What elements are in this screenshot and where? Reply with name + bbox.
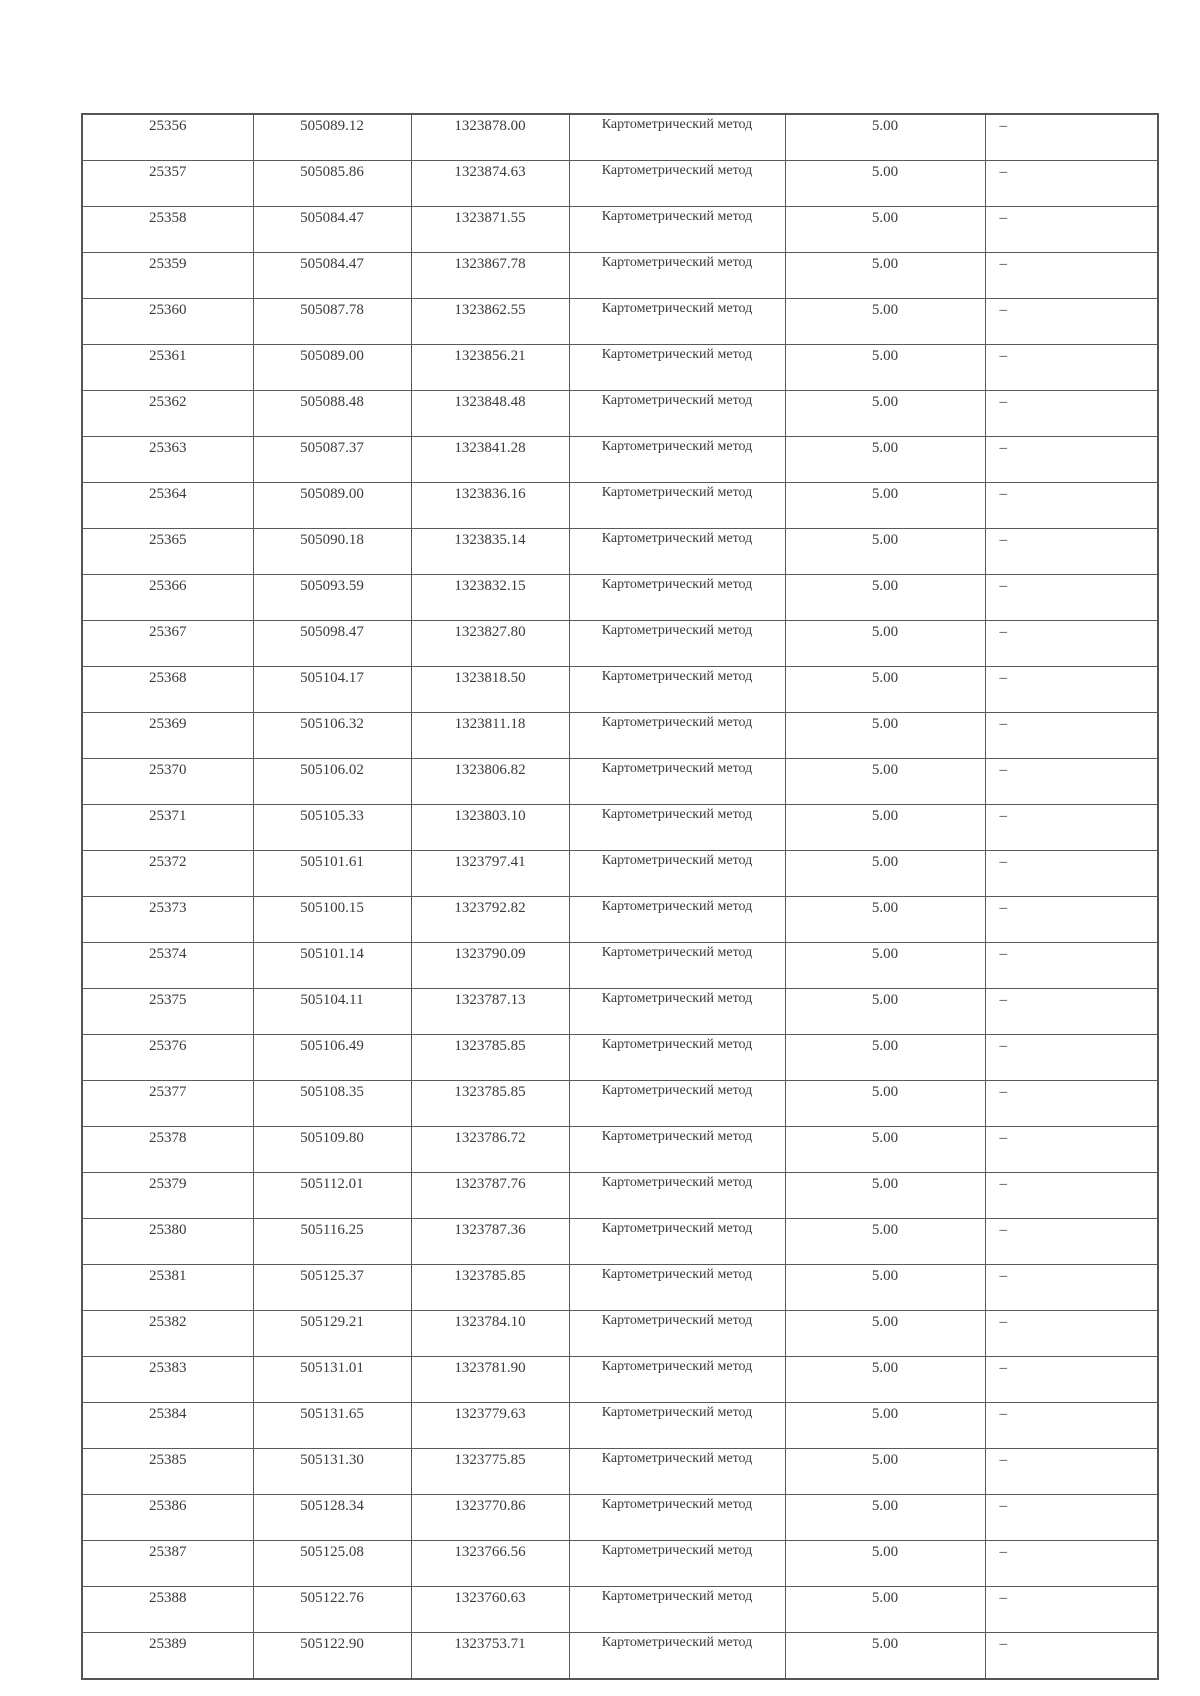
method-cell: Картометрический метод bbox=[569, 1265, 785, 1311]
method-cell: Картометрический метод bbox=[569, 575, 785, 621]
table-row bbox=[82, 1495, 1158, 1541]
table-row bbox=[82, 1449, 1158, 1495]
y-coordinate-cell: 1323785.85 bbox=[411, 1081, 569, 1127]
x-coordinate-cell: 505128.34 bbox=[253, 1495, 411, 1541]
table-row bbox=[82, 1587, 1158, 1633]
method-cell: Картометрический метод bbox=[569, 1587, 785, 1633]
point-number-cell: 25377 bbox=[82, 1081, 253, 1127]
y-coordinate-cell: 1323792.82 bbox=[411, 897, 569, 943]
x-coordinate-cell: 505104.11 bbox=[253, 989, 411, 1035]
table-row bbox=[82, 1127, 1158, 1173]
method-cell: Картометрический метод bbox=[569, 1173, 785, 1219]
method-cell: Картометрический метод bbox=[569, 253, 785, 299]
table-row bbox=[82, 713, 1158, 759]
point-number-cell: 25360 bbox=[82, 299, 253, 345]
x-coordinate-cell: 505101.61 bbox=[253, 851, 411, 897]
point-number-cell: 25365 bbox=[82, 529, 253, 575]
point-number-cell: 25367 bbox=[82, 621, 253, 667]
table-row bbox=[82, 1265, 1158, 1311]
x-coordinate-cell: 505125.08 bbox=[253, 1541, 411, 1587]
x-coordinate-cell: 505106.02 bbox=[253, 759, 411, 805]
table-row bbox=[82, 667, 1158, 713]
note-cell: – bbox=[985, 1633, 1158, 1680]
note-cell: – bbox=[985, 1311, 1158, 1357]
table-row bbox=[82, 483, 1158, 529]
accuracy-cell: 5.00 bbox=[785, 161, 985, 207]
x-coordinate-cell: 505112.01 bbox=[253, 1173, 411, 1219]
point-number-cell: 25366 bbox=[82, 575, 253, 621]
x-coordinate-cell: 505098.47 bbox=[253, 621, 411, 667]
accuracy-cell: 5.00 bbox=[785, 805, 985, 851]
note-cell: – bbox=[985, 713, 1158, 759]
note-cell: – bbox=[985, 621, 1158, 667]
table-row bbox=[82, 759, 1158, 805]
x-coordinate-cell: 505089.00 bbox=[253, 345, 411, 391]
coordinates-table bbox=[81, 113, 1159, 1680]
y-coordinate-cell: 1323878.00 bbox=[411, 114, 569, 161]
y-coordinate-cell: 1323785.85 bbox=[411, 1265, 569, 1311]
table-row bbox=[82, 161, 1158, 207]
x-coordinate-cell: 505088.48 bbox=[253, 391, 411, 437]
x-coordinate-cell: 505122.76 bbox=[253, 1587, 411, 1633]
y-coordinate-cell: 1323790.09 bbox=[411, 943, 569, 989]
method-cell: Картометрический метод bbox=[569, 1541, 785, 1587]
accuracy-cell: 5.00 bbox=[785, 253, 985, 299]
note-cell: – bbox=[985, 1219, 1158, 1265]
method-cell: Картометрический метод bbox=[569, 1403, 785, 1449]
point-number-cell: 25374 bbox=[82, 943, 253, 989]
note-cell: – bbox=[985, 1449, 1158, 1495]
method-cell: Картометрический метод bbox=[569, 207, 785, 253]
method-cell: Картометрический метод bbox=[569, 529, 785, 575]
table-row bbox=[82, 943, 1158, 989]
y-coordinate-cell: 1323818.50 bbox=[411, 667, 569, 713]
method-cell: Картометрический метод bbox=[569, 1449, 785, 1495]
table-row bbox=[82, 207, 1158, 253]
accuracy-cell: 5.00 bbox=[785, 1541, 985, 1587]
point-number-cell: 25382 bbox=[82, 1311, 253, 1357]
method-cell: Картометрический метод bbox=[569, 1035, 785, 1081]
point-number-cell: 25384 bbox=[82, 1403, 253, 1449]
x-coordinate-cell: 505090.18 bbox=[253, 529, 411, 575]
x-coordinate-cell: 505108.35 bbox=[253, 1081, 411, 1127]
point-number-cell: 25358 bbox=[82, 207, 253, 253]
accuracy-cell: 5.00 bbox=[785, 1127, 985, 1173]
y-coordinate-cell: 1323874.63 bbox=[411, 161, 569, 207]
y-coordinate-cell: 1323781.90 bbox=[411, 1357, 569, 1403]
point-number-cell: 25375 bbox=[82, 989, 253, 1035]
note-cell: – bbox=[985, 759, 1158, 805]
y-coordinate-cell: 1323787.36 bbox=[411, 1219, 569, 1265]
note-cell: – bbox=[985, 391, 1158, 437]
accuracy-cell: 5.00 bbox=[785, 575, 985, 621]
method-cell: Картометрический метод bbox=[569, 943, 785, 989]
note-cell: – bbox=[985, 989, 1158, 1035]
method-cell: Картометрический метод bbox=[569, 621, 785, 667]
y-coordinate-cell: 1323871.55 bbox=[411, 207, 569, 253]
method-cell: Картометрический метод bbox=[569, 345, 785, 391]
x-coordinate-cell: 505116.25 bbox=[253, 1219, 411, 1265]
method-cell: Картометрический метод bbox=[569, 1357, 785, 1403]
point-number-cell: 25376 bbox=[82, 1035, 253, 1081]
y-coordinate-cell: 1323770.86 bbox=[411, 1495, 569, 1541]
method-cell: Картометрический метод bbox=[569, 1081, 785, 1127]
point-number-cell: 25359 bbox=[82, 253, 253, 299]
point-number-cell: 25370 bbox=[82, 759, 253, 805]
x-coordinate-cell: 505105.33 bbox=[253, 805, 411, 851]
accuracy-cell: 5.00 bbox=[785, 621, 985, 667]
accuracy-cell: 5.00 bbox=[785, 529, 985, 575]
note-cell: – bbox=[985, 805, 1158, 851]
x-coordinate-cell: 505101.14 bbox=[253, 943, 411, 989]
x-coordinate-cell: 505131.01 bbox=[253, 1357, 411, 1403]
note-cell: – bbox=[985, 1035, 1158, 1081]
accuracy-cell: 5.00 bbox=[785, 759, 985, 805]
point-number-cell: 25372 bbox=[82, 851, 253, 897]
method-cell: Картометрический метод bbox=[569, 1311, 785, 1357]
note-cell: – bbox=[985, 483, 1158, 529]
y-coordinate-cell: 1323867.78 bbox=[411, 253, 569, 299]
table-row bbox=[82, 1173, 1158, 1219]
y-coordinate-cell: 1323760.63 bbox=[411, 1587, 569, 1633]
accuracy-cell: 5.00 bbox=[785, 1587, 985, 1633]
table-row bbox=[82, 851, 1158, 897]
accuracy-cell: 5.00 bbox=[785, 989, 985, 1035]
accuracy-cell: 5.00 bbox=[785, 1081, 985, 1127]
accuracy-cell: 5.00 bbox=[785, 1219, 985, 1265]
table-row bbox=[82, 1633, 1158, 1680]
point-number-cell: 25381 bbox=[82, 1265, 253, 1311]
note-cell: – bbox=[985, 1357, 1158, 1403]
method-cell: Картометрический метод bbox=[569, 437, 785, 483]
point-number-cell: 25371 bbox=[82, 805, 253, 851]
note-cell: – bbox=[985, 851, 1158, 897]
note-cell: – bbox=[985, 207, 1158, 253]
point-number-cell: 25379 bbox=[82, 1173, 253, 1219]
x-coordinate-cell: 505104.17 bbox=[253, 667, 411, 713]
y-coordinate-cell: 1323803.10 bbox=[411, 805, 569, 851]
y-coordinate-cell: 1323811.18 bbox=[411, 713, 569, 759]
method-cell: Картометрический метод bbox=[569, 391, 785, 437]
accuracy-cell: 5.00 bbox=[785, 851, 985, 897]
table-row bbox=[82, 621, 1158, 667]
table-row bbox=[82, 805, 1158, 851]
point-number-cell: 25364 bbox=[82, 483, 253, 529]
y-coordinate-cell: 1323841.28 bbox=[411, 437, 569, 483]
table-row bbox=[82, 1081, 1158, 1127]
x-coordinate-cell: 505100.15 bbox=[253, 897, 411, 943]
method-cell: Картометрический метод bbox=[569, 897, 785, 943]
point-number-cell: 25362 bbox=[82, 391, 253, 437]
accuracy-cell: 5.00 bbox=[785, 1173, 985, 1219]
method-cell: Картометрический метод bbox=[569, 299, 785, 345]
note-cell: – bbox=[985, 345, 1158, 391]
x-coordinate-cell: 505084.47 bbox=[253, 207, 411, 253]
x-coordinate-cell: 505109.80 bbox=[253, 1127, 411, 1173]
table-row bbox=[82, 114, 1158, 161]
accuracy-cell: 5.00 bbox=[785, 1311, 985, 1357]
point-number-cell: 25356 bbox=[82, 114, 253, 161]
accuracy-cell: 5.00 bbox=[785, 713, 985, 759]
note-cell: – bbox=[985, 1587, 1158, 1633]
point-number-cell: 25383 bbox=[82, 1357, 253, 1403]
y-coordinate-cell: 1323787.76 bbox=[411, 1173, 569, 1219]
y-coordinate-cell: 1323848.48 bbox=[411, 391, 569, 437]
accuracy-cell: 5.00 bbox=[785, 114, 985, 161]
y-coordinate-cell: 1323784.10 bbox=[411, 1311, 569, 1357]
note-cell: – bbox=[985, 1495, 1158, 1541]
accuracy-cell: 5.00 bbox=[785, 391, 985, 437]
x-coordinate-cell: 505106.32 bbox=[253, 713, 411, 759]
y-coordinate-cell: 1323836.16 bbox=[411, 483, 569, 529]
x-coordinate-cell: 505084.47 bbox=[253, 253, 411, 299]
accuracy-cell: 5.00 bbox=[785, 943, 985, 989]
x-coordinate-cell: 505087.37 bbox=[253, 437, 411, 483]
method-cell: Картометрический метод bbox=[569, 759, 785, 805]
table-row bbox=[82, 1035, 1158, 1081]
table-row bbox=[82, 897, 1158, 943]
method-cell: Картометрический метод bbox=[569, 483, 785, 529]
note-cell: – bbox=[985, 299, 1158, 345]
table-row bbox=[82, 1541, 1158, 1587]
y-coordinate-cell: 1323832.15 bbox=[411, 575, 569, 621]
point-number-cell: 25361 bbox=[82, 345, 253, 391]
note-cell: – bbox=[985, 1127, 1158, 1173]
method-cell: Картометрический метод bbox=[569, 1633, 785, 1680]
y-coordinate-cell: 1323779.63 bbox=[411, 1403, 569, 1449]
x-coordinate-cell: 505129.21 bbox=[253, 1311, 411, 1357]
x-coordinate-cell: 505131.65 bbox=[253, 1403, 411, 1449]
x-coordinate-cell: 505093.59 bbox=[253, 575, 411, 621]
note-cell: – bbox=[985, 1403, 1158, 1449]
table-row bbox=[82, 1403, 1158, 1449]
y-coordinate-cell: 1323785.85 bbox=[411, 1035, 569, 1081]
accuracy-cell: 5.00 bbox=[785, 437, 985, 483]
method-cell: Картометрический метод bbox=[569, 114, 785, 161]
x-coordinate-cell: 505131.30 bbox=[253, 1449, 411, 1495]
point-number-cell: 25389 bbox=[82, 1633, 253, 1680]
table-row bbox=[82, 1357, 1158, 1403]
point-number-cell: 25369 bbox=[82, 713, 253, 759]
note-cell: – bbox=[985, 575, 1158, 621]
table-row bbox=[82, 253, 1158, 299]
table-row bbox=[82, 1311, 1158, 1357]
point-number-cell: 25387 bbox=[82, 1541, 253, 1587]
point-number-cell: 25378 bbox=[82, 1127, 253, 1173]
point-number-cell: 25380 bbox=[82, 1219, 253, 1265]
table-row bbox=[82, 345, 1158, 391]
y-coordinate-cell: 1323766.56 bbox=[411, 1541, 569, 1587]
coordinates-table-body bbox=[82, 114, 1158, 1679]
table-row bbox=[82, 1219, 1158, 1265]
y-coordinate-cell: 1323797.41 bbox=[411, 851, 569, 897]
table-row bbox=[82, 437, 1158, 483]
x-coordinate-cell: 505087.78 bbox=[253, 299, 411, 345]
point-number-cell: 25368 bbox=[82, 667, 253, 713]
note-cell: – bbox=[985, 1265, 1158, 1311]
point-number-cell: 25385 bbox=[82, 1449, 253, 1495]
table-row bbox=[82, 299, 1158, 345]
table-row bbox=[82, 391, 1158, 437]
y-coordinate-cell: 1323775.85 bbox=[411, 1449, 569, 1495]
accuracy-cell: 5.00 bbox=[785, 1495, 985, 1541]
accuracy-cell: 5.00 bbox=[785, 1449, 985, 1495]
y-coordinate-cell: 1323827.80 bbox=[411, 621, 569, 667]
method-cell: Картометрический метод bbox=[569, 1127, 785, 1173]
accuracy-cell: 5.00 bbox=[785, 1035, 985, 1081]
accuracy-cell: 5.00 bbox=[785, 1633, 985, 1680]
method-cell: Картометрический метод bbox=[569, 851, 785, 897]
method-cell: Картометрический метод bbox=[569, 161, 785, 207]
y-coordinate-cell: 1323862.55 bbox=[411, 299, 569, 345]
x-coordinate-cell: 505106.49 bbox=[253, 1035, 411, 1081]
accuracy-cell: 5.00 bbox=[785, 1403, 985, 1449]
method-cell: Картометрический метод bbox=[569, 805, 785, 851]
point-number-cell: 25373 bbox=[82, 897, 253, 943]
note-cell: – bbox=[985, 114, 1158, 161]
note-cell: – bbox=[985, 897, 1158, 943]
method-cell: Картометрический метод bbox=[569, 1495, 785, 1541]
point-number-cell: 25357 bbox=[82, 161, 253, 207]
accuracy-cell: 5.00 bbox=[785, 1265, 985, 1311]
y-coordinate-cell: 1323787.13 bbox=[411, 989, 569, 1035]
point-number-cell: 25363 bbox=[82, 437, 253, 483]
table-row bbox=[82, 529, 1158, 575]
note-cell: – bbox=[985, 437, 1158, 483]
y-coordinate-cell: 1323856.21 bbox=[411, 345, 569, 391]
method-cell: Картометрический метод bbox=[569, 1219, 785, 1265]
method-cell: Картометрический метод bbox=[569, 667, 785, 713]
accuracy-cell: 5.00 bbox=[785, 1357, 985, 1403]
accuracy-cell: 5.00 bbox=[785, 207, 985, 253]
method-cell: Картометрический метод bbox=[569, 713, 785, 759]
note-cell: – bbox=[985, 667, 1158, 713]
x-coordinate-cell: 505122.90 bbox=[253, 1633, 411, 1680]
accuracy-cell: 5.00 bbox=[785, 667, 985, 713]
note-cell: – bbox=[985, 1081, 1158, 1127]
table-row bbox=[82, 989, 1158, 1035]
note-cell: – bbox=[985, 253, 1158, 299]
accuracy-cell: 5.00 bbox=[785, 897, 985, 943]
y-coordinate-cell: 1323835.14 bbox=[411, 529, 569, 575]
note-cell: – bbox=[985, 1173, 1158, 1219]
method-cell: Картометрический метод bbox=[569, 989, 785, 1035]
x-coordinate-cell: 505125.37 bbox=[253, 1265, 411, 1311]
x-coordinate-cell: 505089.12 bbox=[253, 114, 411, 161]
note-cell: – bbox=[985, 1541, 1158, 1587]
accuracy-cell: 5.00 bbox=[785, 483, 985, 529]
y-coordinate-cell: 1323806.82 bbox=[411, 759, 569, 805]
point-number-cell: 25388 bbox=[82, 1587, 253, 1633]
note-cell: – bbox=[985, 943, 1158, 989]
point-number-cell: 25386 bbox=[82, 1495, 253, 1541]
table-row bbox=[82, 575, 1158, 621]
x-coordinate-cell: 505089.00 bbox=[253, 483, 411, 529]
accuracy-cell: 5.00 bbox=[785, 345, 985, 391]
y-coordinate-cell: 1323753.71 bbox=[411, 1633, 569, 1680]
accuracy-cell: 5.00 bbox=[785, 299, 985, 345]
x-coordinate-cell: 505085.86 bbox=[253, 161, 411, 207]
note-cell: – bbox=[985, 161, 1158, 207]
note-cell: – bbox=[985, 529, 1158, 575]
y-coordinate-cell: 1323786.72 bbox=[411, 1127, 569, 1173]
